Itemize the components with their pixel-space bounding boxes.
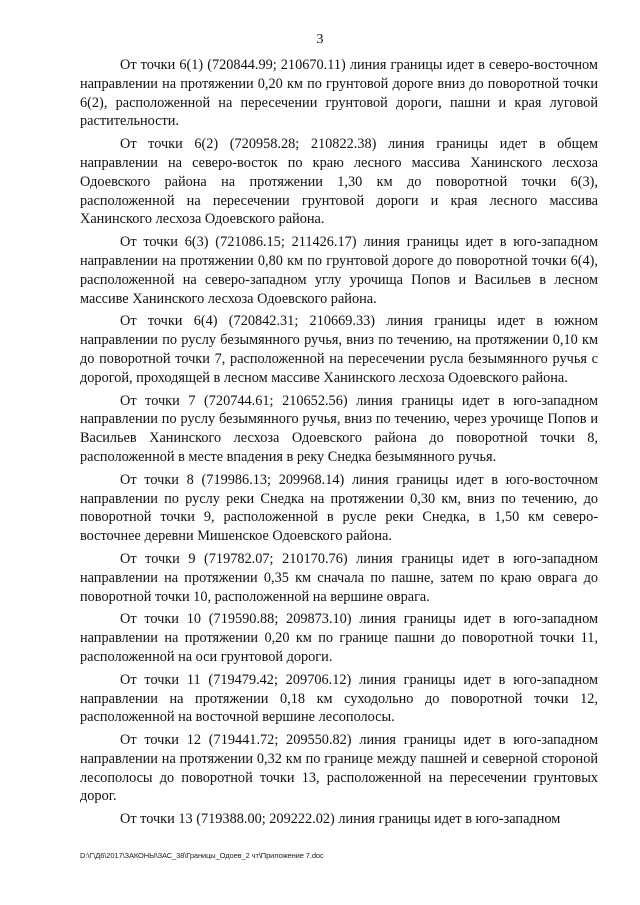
boundary-paragraph: От точки 6(4) (720842.31; 210669.33) линия границы идет в южном направлении по руслу безымянного ручья, вниз по течению, на протяжении 0,10 км до поворотной точки 7, расположенной на пересечении русла безымянного ручья с дорогой, проходящей в лесном массиве Ханинского лесхоза Одоевского района. <box>80 313 598 386</box>
boundary-paragraph: От точки 8 (719986.13; 209968.14) линия границы идет в юго-восточном направлении по руслу реки Снедка на протяжении 0,30 км, вниз по течению, до поворотной точки 9, расположенной в русле реки Снедка, в 1,50 км северо-восточнее деревни Мишенское Одоевского района. <box>80 471 598 545</box>
boundary-paragraph: От точки 13 (719388.00; 209222.02) линия границы идет в юго-западном <box>120 811 561 828</box>
document-body <box>80 56 598 833</box>
boundary-paragraph: От точки 12 (719441.72; 209550.82) линия границы идет в юго-западном направлении на протяжении 0,32 км по границе между пашней и северной стороной лесополосы до поворотной точки 13, расположенной на пересечении грунтовых дорог. <box>80 732 598 805</box>
boundary-paragraph: От точки 9 (719782.07; 210170.76) линия границы идет в юго-западном направлении на протяжении 0,35 км сначала по пашне, затем по краю оврага до поворотной точки 10, расположенной на вершине оврага. <box>80 550 598 605</box>
boundary-paragraph: От точки 10 (719590.88; 209873.10) линия границы идет в юго-западном направлении на протяжении 0,20 км по границе пашни до поворотной точки 11, расположенной на оси грунтовой дороги. <box>80 611 598 665</box>
boundary-paragraph: От точки 6(2) (720958.28; 210822.38) линия границы идет в общем направлении на северо-восток по краю лесного массива Ханинского лесхоза Одоевского района на протяжении 1,30 км до поворотной точки 6(3), расположенной на пересечении грунтовой дороги и края лесного массива Ханинского лесхоза Одоевского района. <box>80 136 598 228</box>
page-number: 3 <box>316 32 324 47</box>
boundary-paragraph: От точки 6(1) (720844.99; 210670.11) линия границы идет в северо-восточном направлении на протяжении 0,20 км по грунтовой дороге вниз до поворотной точки 6(2), расположенной на пересечении грунтовой дороги, пашни и края луговой растительности. <box>80 57 598 130</box>
boundary-paragraph: От точки 6(3) (721086.15; 211426.17) линия границы идет в юго-западном направлении на протяжении 0,80 км по грунтовой дороге до поворотной точки 6(4), расположенной на северо-западном углу урочища Попов и Васильев в лесном массиве Ханинского лесхоза Одоевского района. <box>80 234 598 307</box>
file-path-footer: D:\Г\Д6\2017\ЗАКОНЫ\ЗАС_38\Границы_Одоев_2 чт\Приложение 7.doc <box>80 851 324 860</box>
boundary-paragraph: От точки 7 (720744.61; 210652.56) линия границы идет в юго-западном направлении по руслу безымянного ручья, вниз по течению, через урочище Попов и Васильев Ханинского лесхоза Одоевского района до поворотной точки 8, расположенной в месте впадения в реку Снедка безымянного ручья. <box>80 392 598 465</box>
boundary-paragraph: От точки 11 (719479.42; 209706.12) линия границы идет в юго-западном направлении на протяжении 0,18 км суходольно до поворотной точки 12, расположенной на восточной вершине лесополосы. <box>80 671 598 726</box>
